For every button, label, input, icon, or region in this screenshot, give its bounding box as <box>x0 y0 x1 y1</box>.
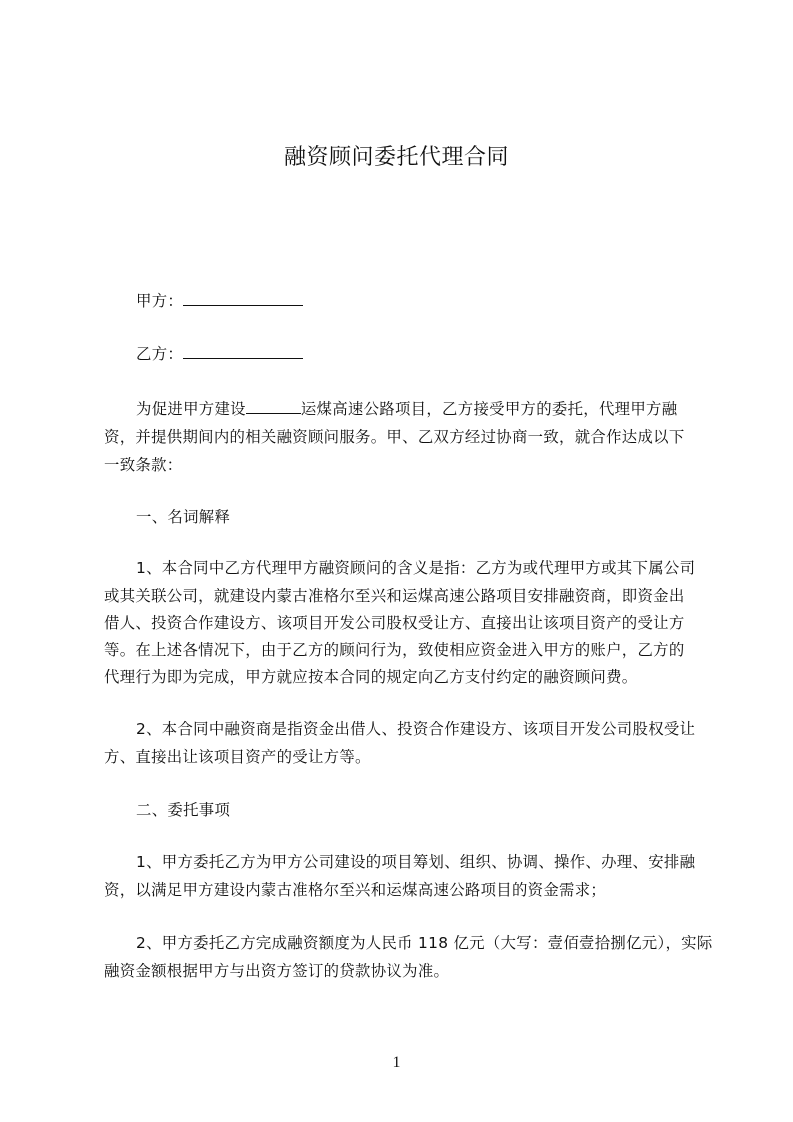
section-1-clause-2-line-2: 方、直接出让该项目资产的受让方等。 <box>104 748 371 766</box>
party-a-blank <box>183 289 303 306</box>
document-title: 融资顾问委托代理合同 <box>283 145 509 170</box>
section-2-heading: 二、委托事项 <box>136 801 231 819</box>
preamble-suffix: 运煤高速公路项目，乙方接受甲方的委托，代理甲方融 <box>300 400 678 418</box>
section-1-clause-1-line-4: 等。在上述各情况下，由于乙方的顾问行为，致使相应资金进入甲方的账户，乙方的 <box>104 641 685 659</box>
section-2-clause-2-line-2: 融资金额根据甲方与出资方签订的贷款协议为准。 <box>104 962 450 980</box>
section-1-clause-1-line-5: 代理行为即为完成，甲方就应按本合同的规定向乙方支付约定的融资顾问费。 <box>104 668 638 686</box>
project-blank <box>246 397 301 414</box>
party-a-line <box>136 286 707 317</box>
party-b-label: 乙方： <box>136 345 184 363</box>
preamble-line-1 <box>136 394 707 425</box>
section-1-clause-1-line-1: 1、本合同中乙方代理甲方融资顾问的含义是指：乙方为或代理甲方或其下属公司 <box>136 559 696 577</box>
preamble-prefix: 为促进甲方建设 <box>136 400 246 418</box>
party-b-blank <box>183 342 303 359</box>
section-1-heading: 一、名词解释 <box>136 508 231 526</box>
section-2-clause-1-line-1: 1、甲方委托乙方为甲方公司建设的项目筹划、组织、协调、操作、办理、安排融 <box>136 853 696 871</box>
preamble-line-2: 资，并提供期间内的相关融资顾问服务。甲、乙双方经过协商一致，就合作达成以下 <box>104 428 685 446</box>
party-a-label: 甲方： <box>136 292 184 310</box>
preamble-line-3: 一致条款： <box>104 456 183 474</box>
section-1-clause-2-line-1: 2、本合同中融资商是指资金出借人、投资合作建设方、该项目开发公司股权受让 <box>136 720 696 738</box>
section-1-clause-1-line-3: 借人、投资合作建设方、该项目开发公司股权受让方、直接出让该项目资产的受让方 <box>104 614 685 632</box>
party-b-line <box>136 339 707 370</box>
section-1-clause-1-line-2: 或其关联公司，就建设内蒙古准格尔至兴和运煤高速公路项目安排融资商，即资金出 <box>104 587 685 605</box>
page-number: 1 <box>392 1054 401 1071</box>
section-2-clause-2-line-1: 2、甲方委托乙方完成融资额度为人民币 118 亿元（大写：壹佰壹拾捌亿元），实际 <box>136 934 713 952</box>
section-2-clause-1-line-2: 资，以满足甲方建设内蒙古准格尔至兴和运煤高速公路项目的资金需求； <box>104 881 607 899</box>
